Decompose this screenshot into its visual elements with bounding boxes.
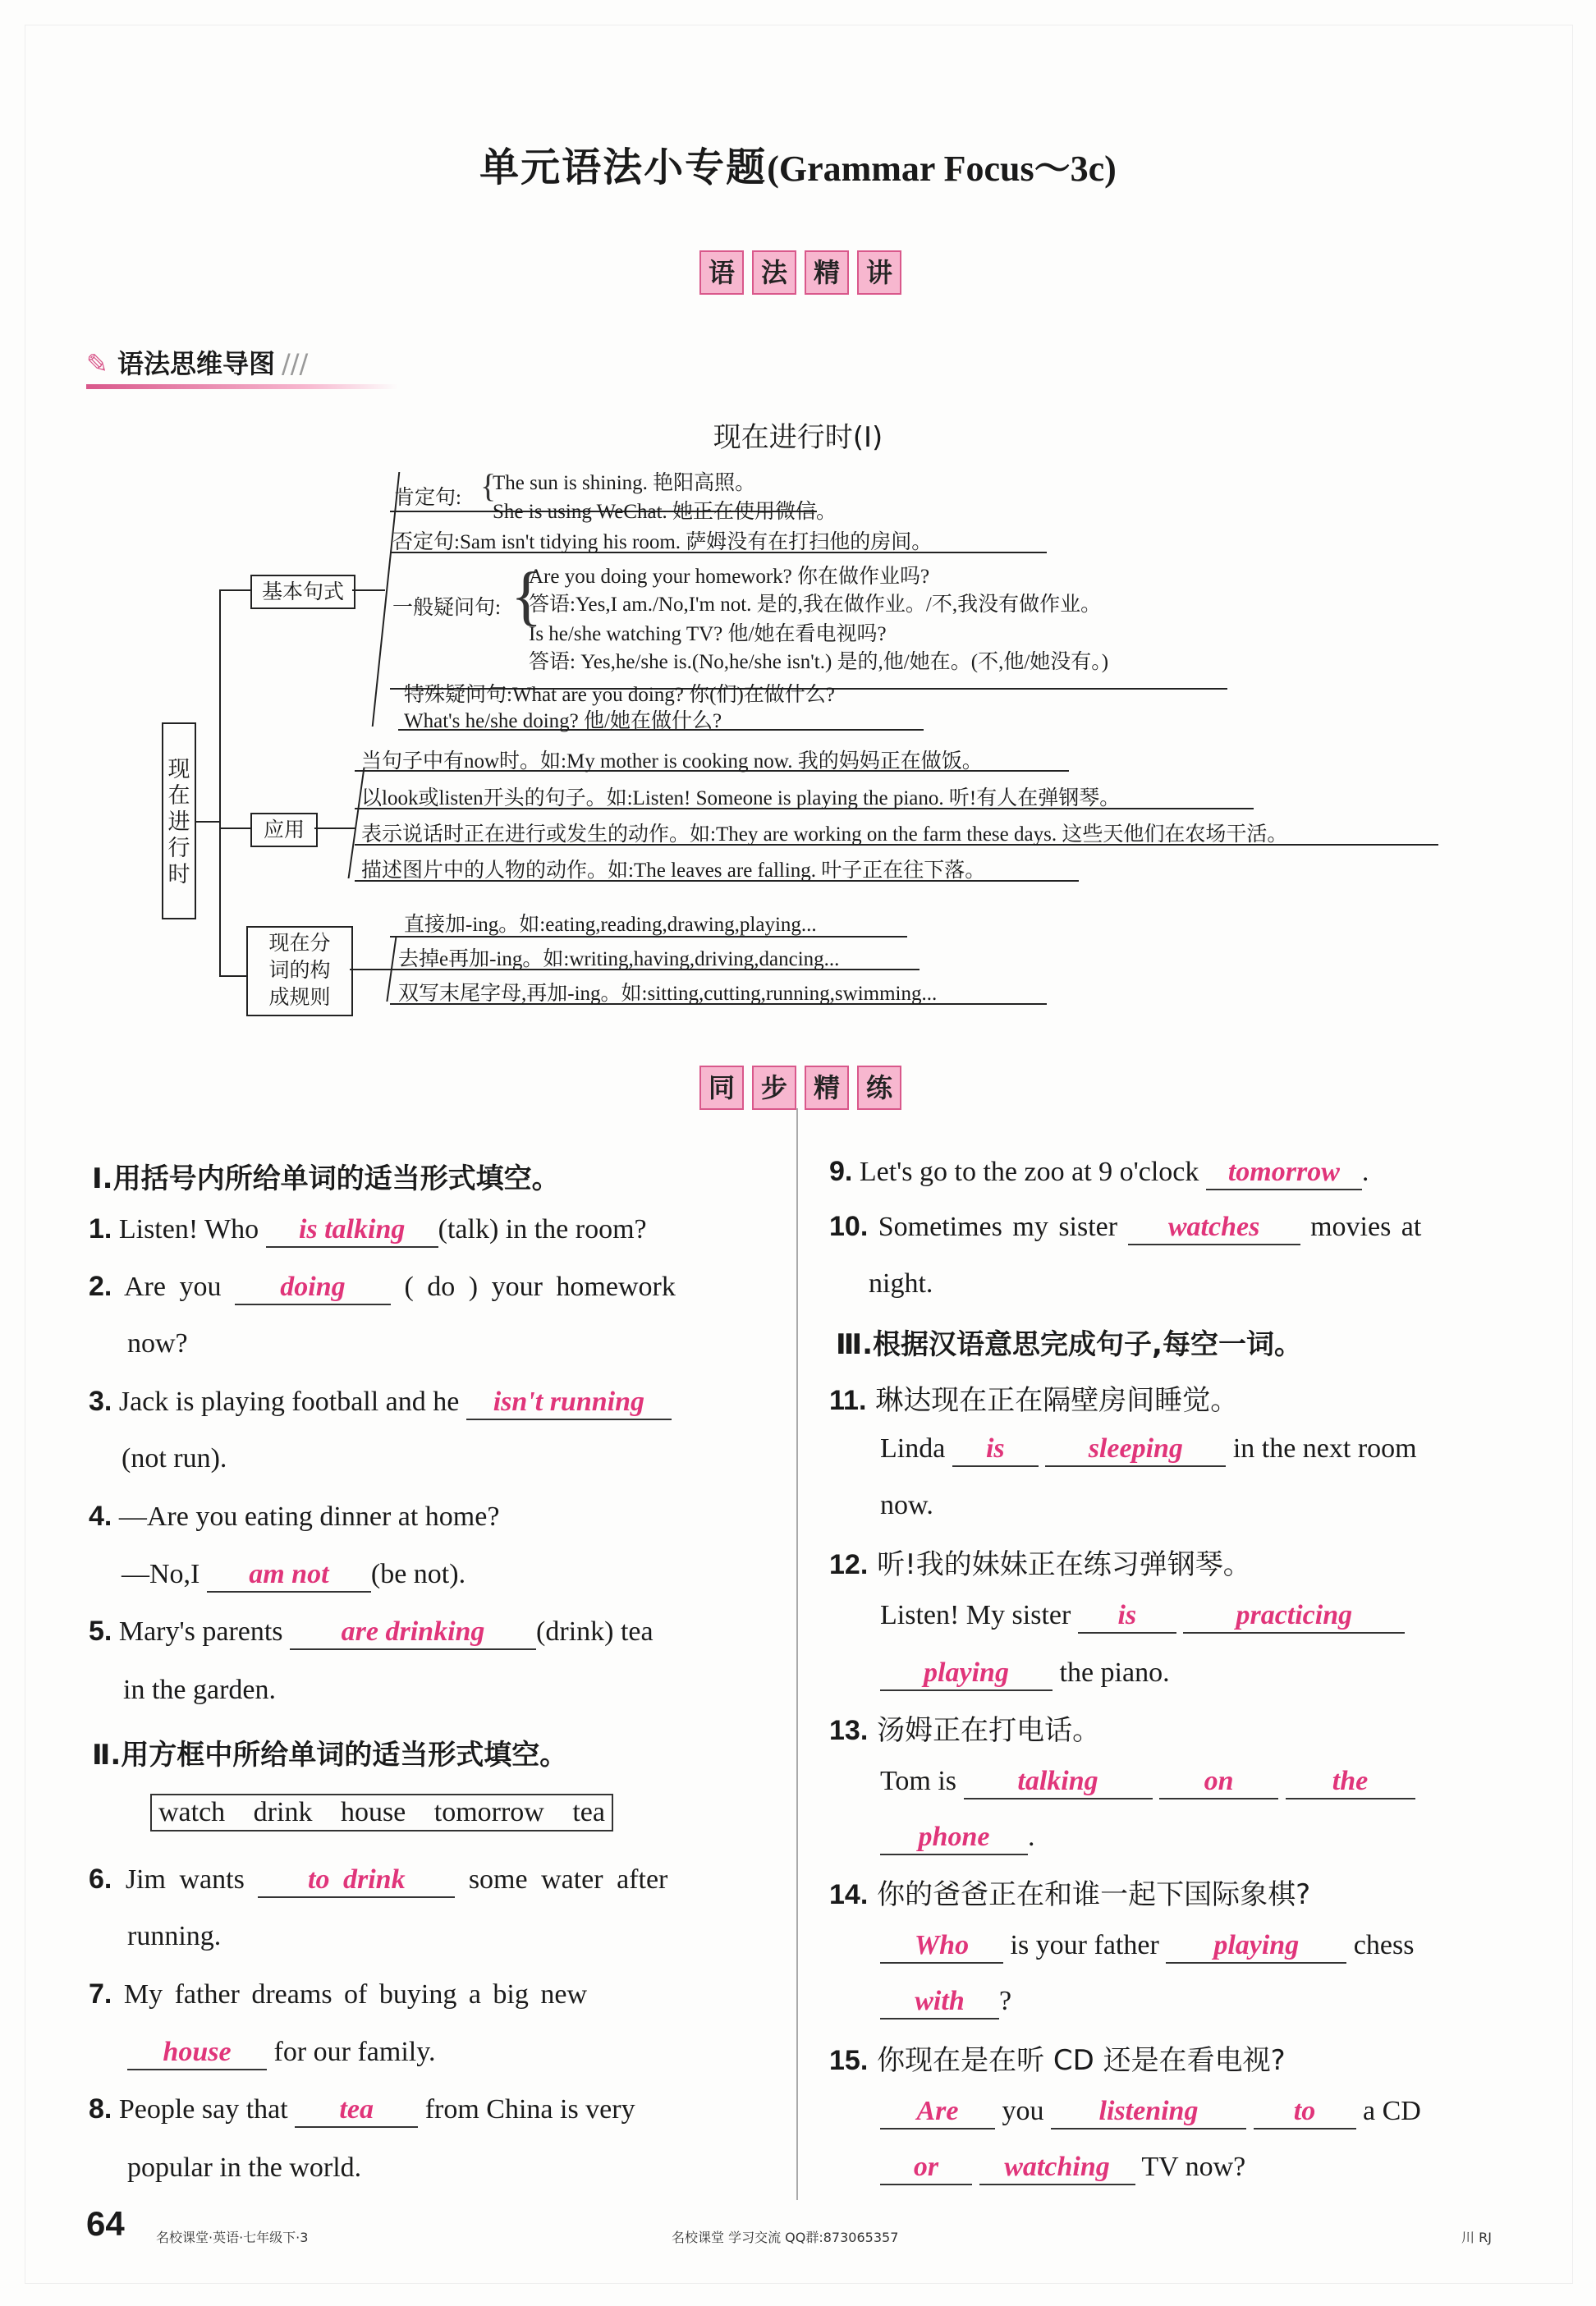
tree-title: 现在进行时(Ⅰ) bbox=[713, 421, 883, 454]
q-text: Jack is playing football and he bbox=[118, 1387, 460, 1417]
wh-question: What's he/she doing? 他/她在做什么? bbox=[404, 710, 722, 732]
usage-item: 表示说话时正在进行或发生的动作。如:They are working on the farm these days. 这些天他们在农场干活。 bbox=[361, 823, 1288, 846]
banner-char: 讲 bbox=[857, 250, 901, 295]
footer-center: 名校课堂 学习交流 QQ群:873065357 bbox=[672, 2230, 899, 2245]
q-text: popular in the world. bbox=[127, 2152, 362, 2183]
mindmap-label: 语法思维导图 bbox=[117, 348, 275, 379]
question-7 bbox=[89, 1978, 587, 2010]
q-text: (talk) in the room? bbox=[438, 1214, 647, 1245]
banner-char: 精 bbox=[805, 250, 849, 295]
answer-blank[interactable]: phone bbox=[880, 1821, 1028, 1855]
answer-blank[interactable]: tomorrow bbox=[1206, 1156, 1362, 1190]
answer-blank[interactable]: or bbox=[880, 2151, 972, 2185]
banner-char: 语 bbox=[699, 250, 744, 295]
question-13-line2 bbox=[880, 1821, 1035, 1855]
banner-char: 练 bbox=[857, 1066, 901, 1110]
q-number: 9. bbox=[829, 1156, 853, 1187]
question-5 bbox=[89, 1616, 654, 1650]
column-divider bbox=[796, 1108, 798, 2200]
answer-blank[interactable]: house bbox=[127, 2036, 267, 2070]
q-text: the piano. bbox=[1059, 1657, 1170, 1688]
q-text: in the next room bbox=[1232, 1433, 1417, 1464]
q-text: Tom is bbox=[880, 1766, 957, 1796]
question-13-line bbox=[880, 1765, 1415, 1799]
q-number: 15. bbox=[829, 2045, 869, 2076]
yesno-example: 答语:Yes,I am./No,I'm not. 是的,我在做作业。/不,我没有做作业。 bbox=[529, 594, 1102, 616]
connector bbox=[352, 589, 385, 591]
question-12-line2 bbox=[880, 1657, 1170, 1691]
mindmap-root bbox=[162, 722, 196, 919]
q-text: is your father bbox=[1010, 1930, 1159, 1960]
yesno-label: 一般疑问句: bbox=[392, 597, 501, 619]
q-text: TV now? bbox=[1141, 2152, 1246, 2182]
yesno-example: 答语: Yes,he/she is.(No,he/she isn't.) 是的,他/她在。(不,他/她没有。) bbox=[529, 651, 1109, 673]
title-en: (Grammar Focus～3c) bbox=[767, 149, 1117, 189]
q-number: 4. bbox=[89, 1501, 112, 1532]
connector bbox=[314, 828, 355, 829]
q-text: (be not). bbox=[370, 1559, 466, 1589]
section-heading-1: Ⅰ.用括号内所给单词的适当形式填空。 bbox=[92, 1162, 560, 1195]
question-6 bbox=[89, 1864, 667, 1898]
heading-underline bbox=[86, 384, 398, 389]
q-text: for our family. bbox=[273, 2037, 436, 2067]
q-text: Linda bbox=[880, 1433, 946, 1464]
answer-blank[interactable]: doing bbox=[235, 1271, 391, 1305]
q-text: some water after bbox=[468, 1864, 668, 1895]
q-text: Sometimes my sister bbox=[878, 1212, 1118, 1242]
question-14 bbox=[829, 1872, 1310, 1912]
q-number: 7. bbox=[89, 1978, 112, 2010]
brace: { bbox=[480, 467, 497, 504]
root-char: 进 bbox=[167, 809, 190, 835]
q-number: 1. bbox=[89, 1213, 112, 1245]
yesno-example: Is he/she watching TV? 他/她在看电视吗? bbox=[529, 623, 887, 645]
question-4 bbox=[89, 1501, 499, 1533]
question-15-line2 bbox=[880, 2151, 1245, 2185]
positive-example: She is using WeChat. 她正在使用微信。 bbox=[493, 501, 837, 523]
q-text: you bbox=[1002, 2096, 1044, 2126]
connector bbox=[350, 969, 391, 970]
word-box: watch drink house tomorrow tea bbox=[150, 1794, 613, 1832]
participle-line: 成规则 bbox=[268, 985, 331, 1009]
participle-item: 直接加-ing。如:eating,reading,drawing,playing... bbox=[404, 914, 817, 936]
q-text: (drink) tea bbox=[536, 1616, 654, 1647]
usage-item: 描述图片中的人物的动作。如:The leaves are falling. 叶子正在往下落。 bbox=[361, 860, 986, 882]
banner-char: 同 bbox=[699, 1066, 744, 1110]
q-text: ( do ) your homework bbox=[404, 1272, 676, 1302]
connector bbox=[219, 828, 250, 829]
connector bbox=[219, 589, 250, 591]
question-4-reply bbox=[122, 1558, 466, 1593]
q-number: 12. bbox=[829, 1549, 869, 1580]
participle-item: 去掉e再加-ing。如:writing,having,driving,dancing... bbox=[398, 948, 840, 970]
root-char: 行 bbox=[167, 836, 190, 861]
answer-blank[interactable]: watches bbox=[1128, 1211, 1300, 1245]
q-text: from China is very bbox=[424, 2094, 635, 2125]
q-text: Jim wants bbox=[125, 1864, 245, 1895]
answer-blank[interactable]: on bbox=[1159, 1765, 1278, 1799]
q-text: now? bbox=[127, 1328, 188, 1359]
answer-blank[interactable]: am not bbox=[207, 1558, 371, 1593]
answer-blank[interactable]: to bbox=[1254, 2095, 1356, 2129]
q-number: 14. bbox=[829, 1879, 869, 1910]
q-number: 8. bbox=[89, 2093, 112, 2125]
answer-blank[interactable]: the bbox=[1286, 1765, 1415, 1799]
question-12 bbox=[829, 1542, 1251, 1582]
banner-char: 精 bbox=[805, 1066, 849, 1110]
q-text: chess bbox=[1353, 1930, 1415, 1960]
q-text: —Are you eating dinner at home? bbox=[118, 1501, 500, 1532]
q-number: 10. bbox=[829, 1211, 869, 1242]
answer-blank[interactable]: playing bbox=[1166, 1929, 1346, 1964]
q-text: People say that bbox=[118, 2094, 288, 2125]
q-number: 2. bbox=[89, 1271, 112, 1302]
title-cn: 单元语法小专题 bbox=[479, 144, 768, 190]
q-text: night. bbox=[869, 1268, 933, 1299]
answer-blank[interactable]: Are bbox=[880, 2095, 995, 2129]
usage-item: 以look或listen开头的句子。如:Listen! Someone is playing the piano. 听!有人在弹钢琴。 bbox=[361, 787, 1121, 809]
answer-blank[interactable]: is talking bbox=[266, 1213, 438, 1248]
q-text: Listen! Who bbox=[118, 1214, 259, 1245]
positive-example: The sun is shining. 艳阳高照。 bbox=[493, 472, 756, 494]
participle-line: 词的构 bbox=[268, 958, 331, 982]
question-11-line bbox=[880, 1433, 1417, 1467]
q-text: now. bbox=[880, 1490, 933, 1520]
question-1 bbox=[89, 1213, 647, 1248]
participle-item: 双写末尾字母,再加-ing。如:sitting,cutting,running,swimming... bbox=[398, 983, 938, 1005]
q-text: Listen! My sister bbox=[880, 1600, 1071, 1630]
q-chinese: 琳达现在正在隔壁房间睡觉。 bbox=[875, 1384, 1239, 1417]
answer-blank[interactable]: is bbox=[952, 1433, 1039, 1467]
q-text: . bbox=[1028, 1822, 1035, 1852]
brace: { bbox=[511, 560, 543, 632]
node-usage: 应用 bbox=[250, 813, 318, 847]
answer-blank[interactable]: practicing bbox=[1183, 1599, 1405, 1634]
answer-blank[interactable]: watching bbox=[979, 2151, 1135, 2185]
negative-sentence: 否定句:Sam isn't tidying his room. 萨姆没有在打扫他的房间。 bbox=[392, 531, 933, 553]
question-14-line2 bbox=[880, 1985, 1011, 2019]
q-text: in the garden. bbox=[123, 1675, 276, 1705]
answer-blank[interactable]: to drink bbox=[258, 1864, 455, 1898]
page-title bbox=[0, 135, 1596, 192]
yesno-example: Are you doing your homework? 你在做作业吗? bbox=[529, 566, 930, 588]
q-text: —No,I bbox=[122, 1559, 200, 1589]
q-text: (not run). bbox=[122, 1443, 227, 1474]
q-number: 13. bbox=[829, 1715, 869, 1746]
root-char: 时 bbox=[167, 862, 190, 887]
positive-label: 肯定句: bbox=[394, 487, 461, 509]
q-chinese: 你现在是在听 CD 还是在看电视? bbox=[877, 2044, 1286, 2077]
wh-question: 特殊疑问句:What are you doing? 你(们)在做什么? bbox=[404, 684, 835, 706]
section-heading-3: Ⅲ.根据汉语意思完成句子,每空一词。 bbox=[836, 1328, 1302, 1361]
q-text: running. bbox=[127, 1921, 222, 1951]
question-3 bbox=[89, 1386, 672, 1420]
q-text: My father dreams of buying a big new bbox=[123, 1979, 587, 2010]
answer-blank[interactable]: tea bbox=[295, 2093, 418, 2128]
answer-blank[interactable]: playing bbox=[880, 1657, 1053, 1691]
q-number: 3. bbox=[89, 1386, 112, 1417]
answer-blank[interactable]: sleeping bbox=[1045, 1433, 1226, 1467]
question-9 bbox=[829, 1156, 1369, 1190]
question-15-line bbox=[880, 2095, 1421, 2129]
node-basic: 基本句式 bbox=[250, 575, 355, 609]
footer-right: 川 RJ bbox=[1461, 2230, 1492, 2245]
q-text: Let's go to the zoo at 9 o'clock bbox=[859, 1157, 1199, 1187]
answer-blank[interactable]: are drinking bbox=[290, 1616, 536, 1650]
mindmap-heading bbox=[86, 343, 308, 381]
question-11 bbox=[829, 1378, 1238, 1418]
question-12-line bbox=[880, 1599, 1405, 1634]
q-chinese: 汤姆正在打电话。 bbox=[877, 1714, 1101, 1747]
q-text: Are you bbox=[123, 1272, 222, 1302]
question-7-cont bbox=[127, 2036, 436, 2070]
section-heading-2: Ⅱ.用方框中所给单词的适当形式填空。 bbox=[92, 1739, 568, 1772]
question-8 bbox=[89, 2093, 635, 2128]
question-14-line bbox=[880, 1929, 1414, 1964]
q-chinese: 听!我的妹妹正在练习弹钢琴。 bbox=[877, 1548, 1251, 1581]
page-number: 64 bbox=[86, 2204, 125, 2243]
question-2 bbox=[89, 1271, 676, 1305]
slashes: /// bbox=[281, 348, 309, 379]
banner-char: 法 bbox=[752, 250, 796, 295]
q-text: a CD bbox=[1363, 2096, 1421, 2126]
section-practice-banner bbox=[699, 1066, 901, 1110]
root-char: 现 bbox=[167, 757, 190, 782]
q-number: 11. bbox=[829, 1385, 867, 1416]
banner-char: 步 bbox=[752, 1066, 796, 1110]
section-grammar-banner bbox=[699, 250, 901, 295]
answer-blank[interactable]: is bbox=[1078, 1599, 1176, 1634]
participle-line: 现在分 bbox=[268, 931, 331, 955]
footer-left: 名校课堂·英语·七年级下·3 bbox=[156, 2230, 309, 2245]
q-number: 6. bbox=[89, 1864, 112, 1895]
q-text: movies at bbox=[1310, 1212, 1422, 1242]
q-text: . bbox=[1361, 1157, 1369, 1187]
question-13 bbox=[829, 1708, 1100, 1748]
connector bbox=[196, 821, 219, 823]
answer-blank[interactable]: with bbox=[880, 1985, 999, 2019]
node-participle bbox=[246, 926, 353, 1016]
q-number: 5. bbox=[89, 1616, 112, 1647]
q-chinese: 你的爸爸正在和谁一起下国际象棋? bbox=[877, 1878, 1311, 1911]
q-text: Mary's parents bbox=[118, 1616, 283, 1647]
root-char: 在 bbox=[167, 783, 190, 809]
answer-blank[interactable]: isn't running bbox=[466, 1386, 672, 1420]
connector bbox=[219, 589, 221, 975]
usage-item: 当句子中有now时。如:My mother is cooking now. 我的妈妈正在做饭。 bbox=[361, 750, 983, 772]
question-15 bbox=[829, 2038, 1286, 2078]
answer-blank[interactable]: listening bbox=[1051, 2095, 1246, 2129]
q-text: ? bbox=[999, 1986, 1012, 2016]
pencil-icon: ✎ bbox=[86, 348, 108, 379]
answer-blank[interactable]: talking bbox=[964, 1765, 1153, 1799]
question-10 bbox=[829, 1211, 1421, 1245]
answer-blank[interactable]: Who bbox=[880, 1929, 1003, 1964]
